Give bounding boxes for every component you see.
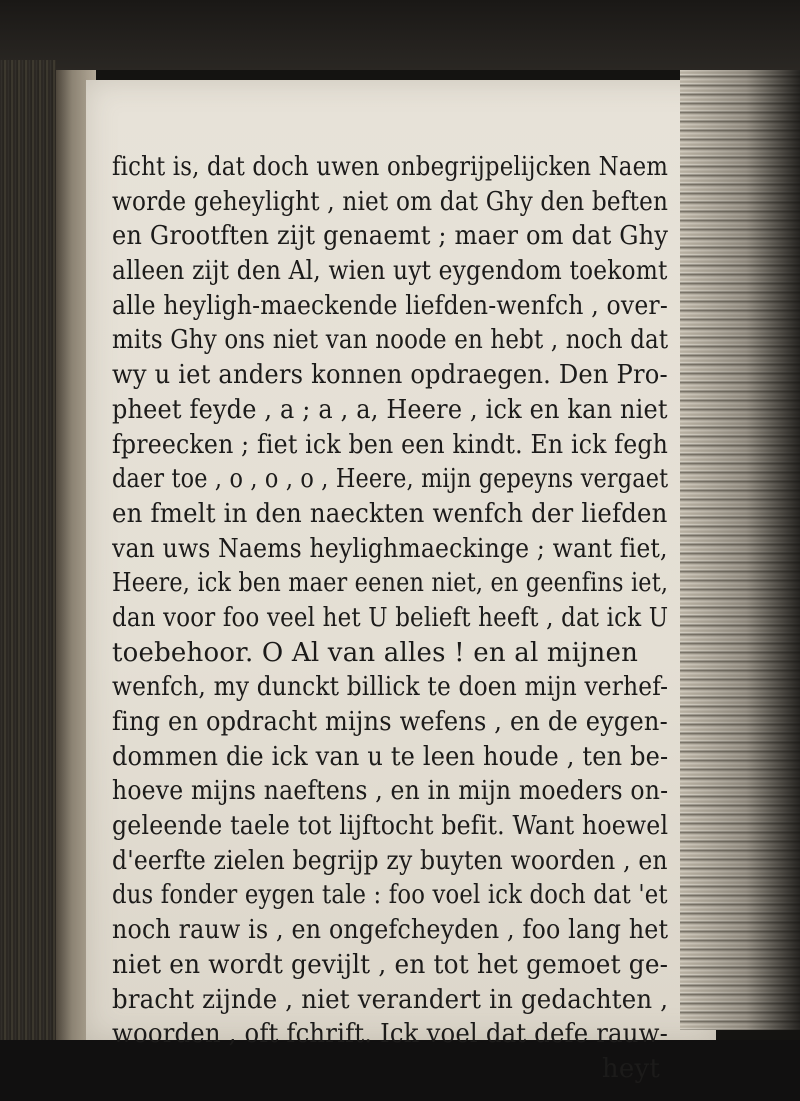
text-line: dommen die ick van u te leen houde , ten be- [112, 741, 669, 772]
text-line: woorden , oft fchrift. Ick voel dat defe rauw- [112, 1019, 669, 1050]
text-line: bracht zijnde , niet verandert in gedachten , [112, 984, 669, 1015]
text-line: dan voor foo veel het U belieft heeft , dat ick U [112, 602, 669, 633]
text-line: en fmelt in den naeckten wenfch der liefden [112, 498, 668, 529]
text-line: ficht is, dat doch uwen onbegrijpelijcken Naem [112, 152, 669, 182]
right-page-edges-shadow [680, 70, 800, 1030]
text-line: fpreecken ; fiet ick ben een kindt. En ick fegh [112, 429, 669, 460]
text-line: hoeve mijns naeftens , en in mijn moeders on- [112, 776, 669, 807]
catchword: heyt [601, 1053, 660, 1084]
page-text [112, 150, 672, 1087]
text-line: niet en wordt gevijlt , en tot het gemoet ge- [112, 949, 669, 980]
text-line: Heere, ick ben maer eenen niet, en geenfins iet, [112, 568, 669, 599]
text-line: dus fonder eygen tale : foo voel ick doch dat 'et [112, 880, 668, 911]
top-background [0, 0, 800, 70]
text-line: alle heyligh-maeckende liefden-wenfch , over- [112, 290, 668, 321]
text-line: fing en opdracht mijns wefens , en de eygen- [112, 707, 668, 737]
text-line: van uws Naems heylighmaeckinge ; want fiet, [112, 533, 668, 564]
left-binding-edge [0, 60, 56, 1060]
text-line: geleende taele tot lijftocht befit. Want hoewel [112, 811, 669, 842]
text-line: wenfch, my dunckt billick te doen mijn verhef- [112, 672, 669, 703]
text-line: pheet feyde , a ; a , a, Heere , ick en kan niet [112, 394, 668, 425]
text-line: en Grootften zijt genaemt ; maer om dat Ghy [112, 221, 669, 252]
text-line: daer toe , o , o , o , Heere, mijn gepeyns vergaet [112, 464, 669, 495]
text-line: wy u iet anders konnen opdraegen. Den Pro- [112, 360, 668, 391]
text-line: d'eerfte zielen begrijp zy buyten woorden , en [112, 845, 668, 876]
text-line: toebehoor. O Al van alles ! en al mijnen [112, 637, 639, 668]
text-line: noch rauw is , en ongefcheyden , foo lang het [112, 915, 669, 946]
text-line: worde geheylight , niet om dat Ghy den beften [112, 186, 669, 217]
text-line: mits Ghy ons niet van noode en hebt , noch dat [112, 325, 669, 356]
text-line: alleen zijt den Al, wien uyt eygendom toekomt [112, 256, 668, 287]
